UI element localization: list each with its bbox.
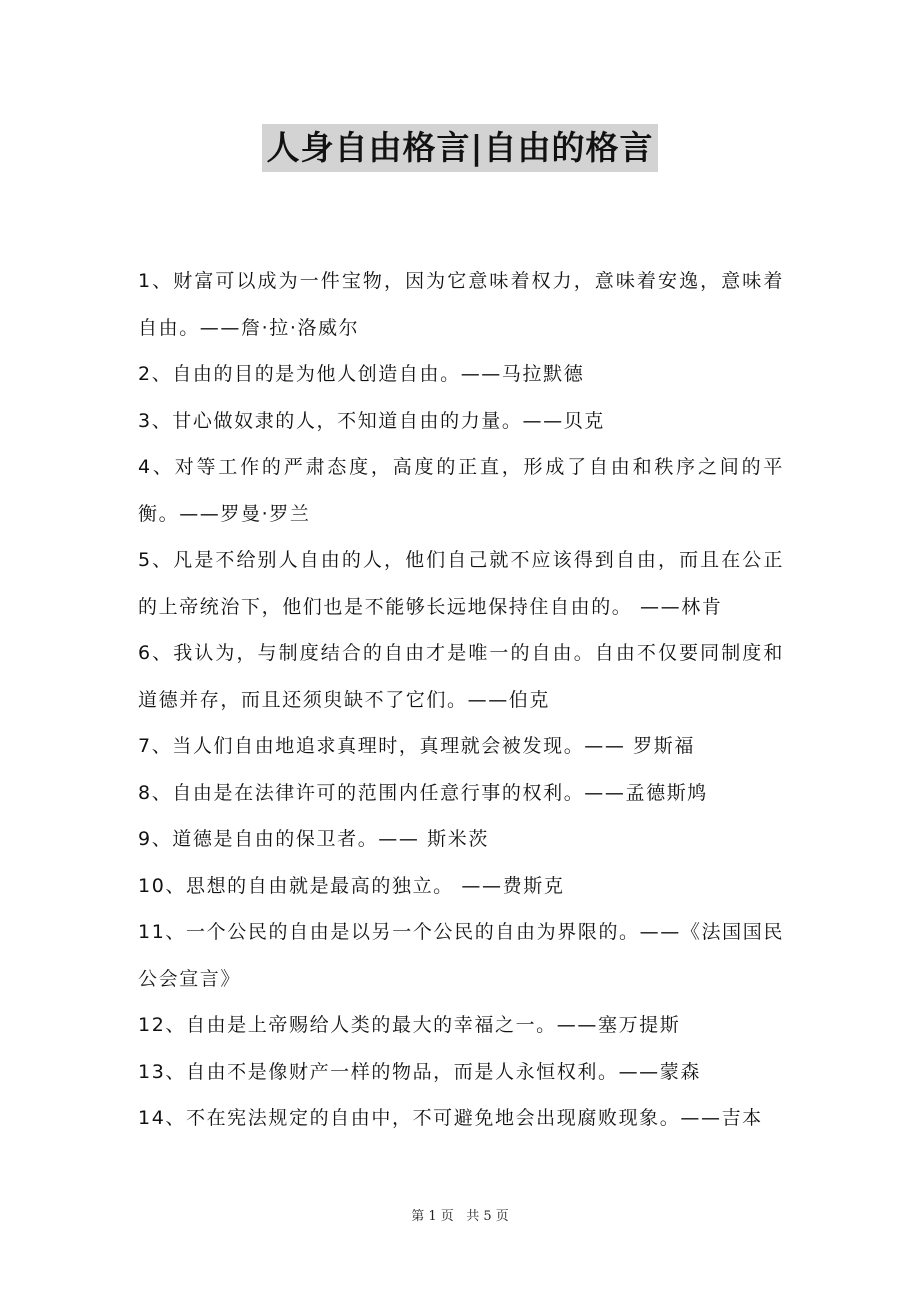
quote-item: 10、思想的自由就是最高的独立。 ——费斯克 bbox=[138, 874, 565, 897]
page-footer bbox=[0, 1205, 920, 1224]
document-title: 人身自由格言|自由的格言 bbox=[262, 124, 657, 172]
quote-item: 4、对等工作的严肃态度，高度的正直，形成了自由和秩序之间的平衡。——罗曼·罗兰 bbox=[138, 456, 784, 525]
quote-item: 13、自由不是像财产一样的物品，而是人永恒权利。——蒙森 bbox=[138, 1060, 701, 1083]
quote-item: 7、当人们自由地追求真理时，真理就会被发现。—— 罗斯福 bbox=[138, 735, 695, 757]
quote-list bbox=[138, 258, 784, 1142]
quote-item: 6、我认为，与制度结合的自由才是唯一的自由。自由不仅要同制度和道德并存，而且还须臾缺不了它们。——伯克 bbox=[138, 642, 784, 711]
quote-item: 1、财富可以成为一件宝物，因为它意味着权力，意味着安逸，意味着自由。——詹·拉·洛威尔 bbox=[138, 270, 784, 339]
quote-item: 5、凡是不给别人自由的人，他们自己就不应该得到自由，而且在公正的上帝统治下，他们也是不能够长远地保持住自由的。 ——林肯 bbox=[138, 549, 784, 618]
title-container bbox=[0, 124, 920, 172]
page-number: 第 1 页 共 5 页 bbox=[411, 1209, 509, 1224]
quote-item: 8、自由是在法律许可的范围内任意行事的权利。——孟德斯鸠 bbox=[138, 781, 708, 804]
quote-item: 2、自由的目的是为他人创造自由。——马拉默德 bbox=[138, 363, 585, 385]
quote-item: 3、甘心做奴隶的人，不知道自由的力量。——贝克 bbox=[138, 409, 605, 432]
quote-item: 11、一个公民的自由是以另一个公民的自由为界限的。——《法国国民公会宣言》 bbox=[138, 921, 784, 990]
quote-item: 12、自由是上帝赐给人类的最大的幸福之一。——塞万提斯 bbox=[138, 1014, 681, 1036]
quote-item: 14、不在宪法规定的自由中，不可避免地会出现腐败现象。——吉本 bbox=[138, 1107, 763, 1129]
quote-item: 9、道德是自由的保卫者。—— 斯米茨 bbox=[138, 828, 489, 850]
